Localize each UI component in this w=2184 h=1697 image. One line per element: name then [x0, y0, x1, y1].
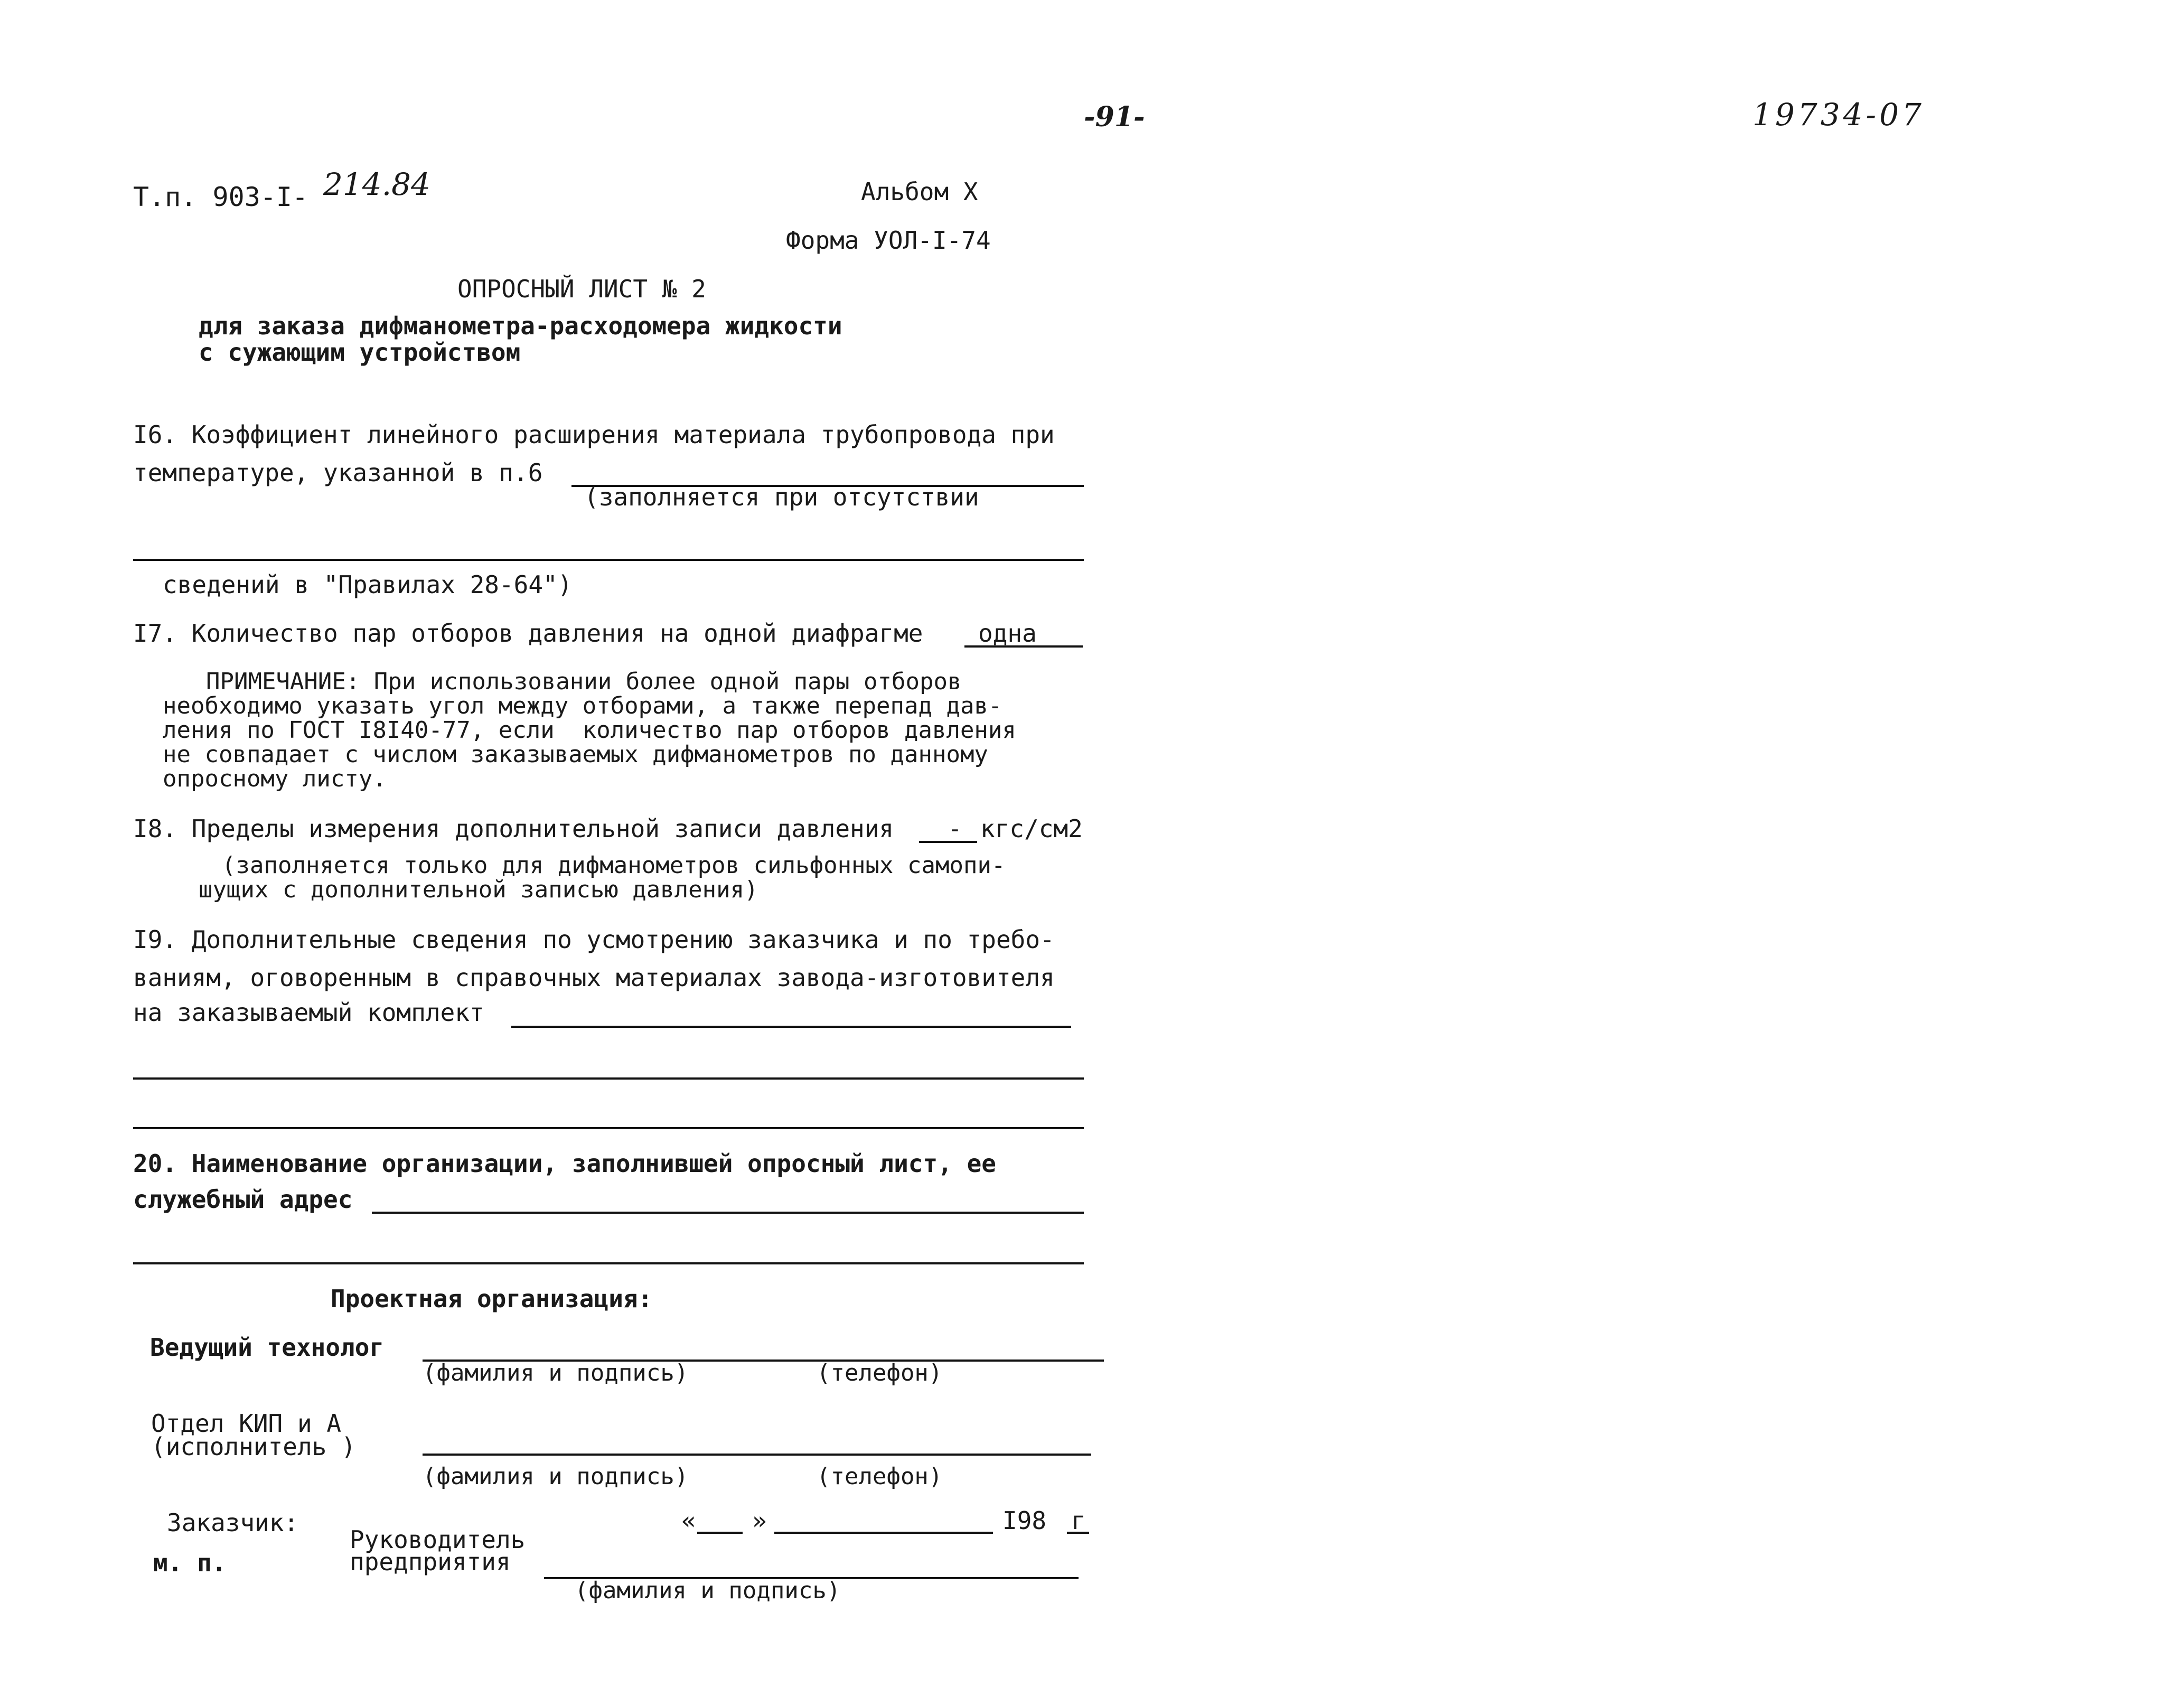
item16-line-1: I6. Коэффициент линейного расширения материала трубопровода при — [133, 420, 1055, 449]
item20-line-1: 20. Наименование организации, заполнившей опросный лист, ее — [133, 1149, 996, 1178]
dept-name-caption: (фамилия и подпись) — [423, 1463, 689, 1490]
item17-value: одна — [978, 619, 1037, 648]
item16-input-line-2[interactable] — [133, 559, 1084, 561]
series-prefix: Т.п. 903-I- — [133, 182, 308, 212]
page-number: -91- — [1084, 101, 1145, 133]
item18-hint-1: (заполняется только для дифманометров сильфонных самопи- — [222, 852, 1006, 879]
item16-line-2: температуре, указанной в п.6 — [133, 458, 543, 487]
form-label: Форма УОЛ-I-74 — [786, 226, 991, 255]
item19-input-line-2[interactable] — [133, 1077, 1084, 1080]
item16-hint-1: (заполняется при отсутствии — [584, 483, 979, 511]
design-org-heading: Проектная организация: — [331, 1285, 653, 1313]
date-year: I98 — [1002, 1506, 1047, 1535]
item20-input-line-2[interactable] — [133, 1262, 1084, 1264]
customer-label: Заказчик: — [167, 1508, 299, 1537]
item20-line-2: служебный адрес — [133, 1185, 353, 1214]
title-line-1: для заказа дифманометра-расходомера жидкости — [199, 312, 842, 340]
item17-note-line-3: ления по ГОСТ I8I40-77, если количество пар отборов давления — [163, 717, 1016, 744]
item17-note-line-2: необходимо указать угол между отборами, а также перепад дав- — [163, 692, 1002, 719]
date-year-suffix: г — [1071, 1506, 1086, 1535]
item19-input-line-3[interactable] — [133, 1127, 1084, 1129]
item19-line-3: на заказываемый комплект — [133, 998, 484, 1027]
date-day-line[interactable] — [697, 1532, 743, 1534]
item17-note-line-1: ПРИМЕЧАНИЕ: При использовании более одной пары отборов — [206, 668, 962, 695]
lead-tech-name-caption: (фамилия и подпись) — [423, 1360, 689, 1386]
album-label: Альбом X — [861, 177, 978, 206]
item18-value: - — [948, 814, 962, 843]
item17-input-line[interactable] — [964, 645, 1083, 648]
dept-signature-line[interactable] — [423, 1454, 1091, 1456]
item16-hint-2: сведений в "Правилах 28-64") — [163, 570, 573, 599]
item20-input-line[interactable] — [372, 1212, 1084, 1214]
item18-hint-2: шущих с дополнительной записью давления) — [199, 876, 758, 903]
item18-input-line[interactable] — [919, 841, 977, 843]
lead-tech-label: Ведущий технолог — [150, 1333, 385, 1362]
document-heading: ОПРОСНЫЙ ЛИСТ № 2 — [457, 275, 706, 303]
dept-executor-label: (исполнитель ) — [151, 1432, 356, 1461]
item17-note-line-4: не совпадает с числом заказываемых дифманометров по данному — [163, 741, 988, 768]
item17-note-line-5: опросному листу. — [163, 765, 387, 792]
lead-tech-phone-caption: (телефон) — [817, 1360, 943, 1386]
item19-line-2: ваниям, оговоренным в справочных материалах завода-изготовителя — [133, 963, 1055, 992]
item19-input-line[interactable] — [511, 1026, 1071, 1028]
item18-text: I8. Пределы измерения дополнительной записи давления — [133, 814, 894, 843]
stamp-place-label: м. п. — [153, 1549, 227, 1577]
date-close-quote: » — [752, 1506, 767, 1535]
item17-text: I7. Количество пар отборов давления на одной диафрагме — [133, 619, 923, 648]
date-open-quote: « — [681, 1506, 696, 1535]
date-month-line[interactable] — [774, 1532, 993, 1534]
series-handwritten: 214.84 — [323, 166, 430, 202]
dept-label: Отдел КИП и А — [151, 1409, 342, 1438]
head-name-caption: (фамилия и подпись) — [575, 1577, 841, 1604]
document-number: 19734-07 — [1752, 97, 1925, 133]
item19-line-1: I9. Дополнительные сведения по усмотрению заказчика и по требо- — [133, 925, 1055, 954]
head-label-1: Руководитель — [350, 1525, 526, 1554]
title-line-2: с сужающим устройством — [199, 338, 521, 367]
head-label-2: предприятия — [350, 1548, 511, 1576]
dept-phone-caption: (телефон) — [817, 1463, 943, 1490]
item18-unit: кгс/см2 — [980, 814, 1083, 843]
